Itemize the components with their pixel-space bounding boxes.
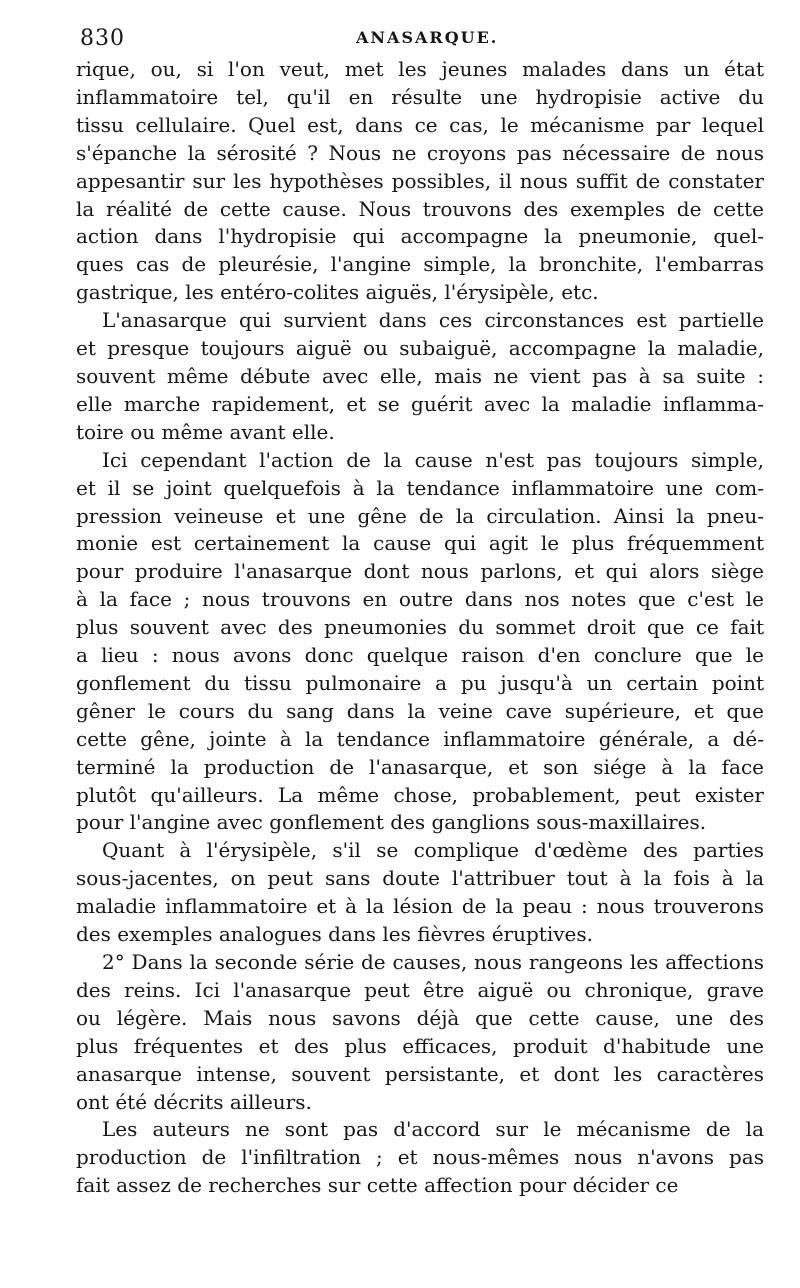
text-line: maladie inflammatoire et à la lésion de la peau : nous trouverons xyxy=(76,894,764,919)
text-line: à la face ; nous trouvons en outre dans nos notes que c'est le xyxy=(76,587,764,612)
paragraph xyxy=(76,1116,764,1200)
text-line: des exemples analogues dans les fièvres éruptives. xyxy=(76,922,593,947)
text-line: ont été décrits ailleurs. xyxy=(76,1089,312,1114)
text-line: gêner le cours du sang dans la veine cave supérieure, et que xyxy=(76,698,764,723)
text-line: action dans l'hydropisie qui accompagne la pneumonie, quel- xyxy=(76,224,764,249)
text-line: gonflement du tissu pulmonaire a pu jusqu'à un certain point xyxy=(76,670,764,695)
text-line: tissu cellulaire. Quel est, dans ce cas, le mécanisme par lequel xyxy=(76,112,764,137)
text-line: des reins. Ici l'anasarque peut être aiguë ou chronique, grave xyxy=(76,977,764,1002)
text-line: sous-jacentes, on peut sans doute l'attribuer tout à la fois à la xyxy=(76,866,764,891)
text-line: pression veineuse et une gêne de la circulation. Ainsi la pneu- xyxy=(76,503,764,528)
text-line: cette gêne, jointe à la tendance inflammatoire générale, a dé- xyxy=(76,726,764,751)
text-line: inflammatoire tel, qu'il en résulte une hydropisie active du xyxy=(76,84,764,109)
paragraph xyxy=(76,447,764,838)
text-line: pour produire l'anasarque dont nous parlons, et qui alors siège xyxy=(76,559,764,584)
paragraph xyxy=(76,949,764,1116)
paragraph xyxy=(76,307,764,447)
paragraph xyxy=(76,837,764,949)
text-line: a lieu : nous avons donc quelque raison d'en conclure que le xyxy=(76,643,764,668)
text-line: rique, ou, si l'on veut, met les jeunes malades dans un état xyxy=(76,57,764,81)
text-line: et il se joint quelquefois à la tendance inflammatoire une com- xyxy=(76,475,764,500)
text-line: et presque toujours aiguë ou subaiguë, accompagne la maladie, xyxy=(76,336,764,361)
text-line: elle marche rapidement, et se guérit avec la maladie inflamma- xyxy=(76,391,764,416)
text-line: toire ou même avant elle. xyxy=(76,419,335,444)
text-line: anasarque intense, souvent persistante, et dont les caractères xyxy=(76,1061,764,1086)
text-line: la réalité de cette cause. Nous trouvons des exemples de cette xyxy=(76,196,764,221)
text-line: s'épanche la sérosité ? Nous ne croyons pas nécessaire de nous xyxy=(76,140,764,165)
text-line: plus fréquentes et des plus efficaces, produit d'habitude une xyxy=(76,1033,764,1058)
text-line: souvent même débute avec elle, mais ne vient pas à sa suite : xyxy=(76,363,764,388)
running-title: ANASARQUE. xyxy=(356,28,499,47)
text-line: terminé la production de l'anasarque, et son siége à la face xyxy=(76,754,764,779)
text-line: Quant à l'érysipèle, s'il se complique d'œdème des parties xyxy=(102,838,764,863)
text-line: ques cas de pleurésie, l'angine simple, la bronchite, l'embarras xyxy=(76,252,764,277)
text-line: monie est certainement la cause qui agit le plus fréquemment xyxy=(76,531,764,556)
text-line: plus souvent avec des pneumonies du sommet droit que ce fait xyxy=(76,615,764,640)
text-line: pour l'angine avec gonflement des ganglions sous-maxillaires. xyxy=(76,810,707,835)
text-line: Les auteurs ne sont pas d'accord sur le mécanisme de la xyxy=(102,1117,764,1142)
text-line: production de l'infiltration ; et nous-mêmes nous n'avons pas xyxy=(76,1145,764,1170)
text-line: appesantir sur les hypothèses possibles, il nous suffit de constater xyxy=(76,168,764,193)
text-line: L'anasarque qui survient dans ces circonstances est partielle xyxy=(102,308,764,333)
body-text xyxy=(76,56,764,1200)
running-head xyxy=(76,22,764,56)
paragraph xyxy=(76,56,764,307)
page-number: 830 xyxy=(80,26,125,51)
text-line: ou légère. Mais nous savons déjà que cette cause, une des xyxy=(76,1005,764,1030)
text-line: 2° Dans la seconde série de causes, nous rangeons les affections xyxy=(102,950,764,974)
text-line: fait assez de recherches sur cette affection pour décider ce xyxy=(76,1173,679,1198)
text-line: gastrique, les entéro-colites aiguës, l'érysipèle, etc. xyxy=(76,280,599,305)
text-line: plutôt qu'ailleurs. La même chose, probablement, peut exister xyxy=(76,782,764,807)
text-line: Ici cependant l'action de la cause n'est pas toujours simple, xyxy=(102,447,764,472)
